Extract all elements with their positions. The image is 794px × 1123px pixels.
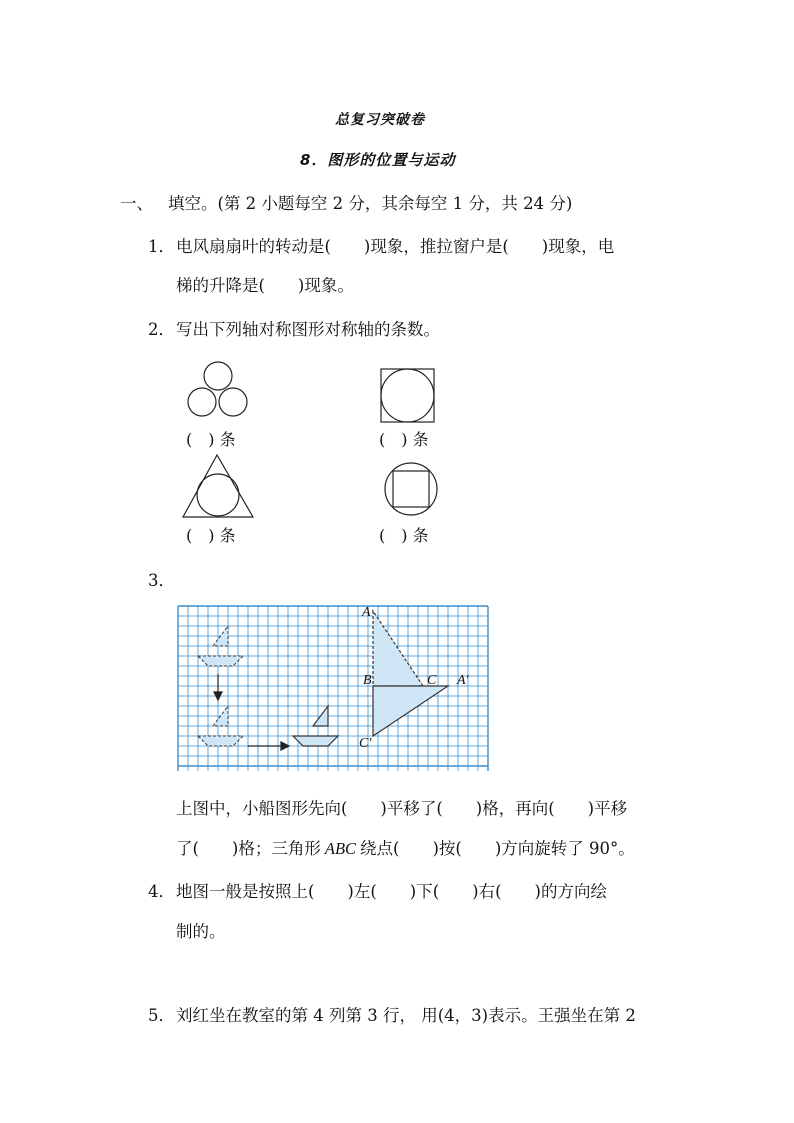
q1-line2: 梯的升降是( )现象。 xyxy=(176,276,354,295)
grid-figure xyxy=(178,606,491,772)
q3-line2-part1: 了( )格；三角形 xyxy=(176,839,321,858)
inner-circle xyxy=(381,369,434,422)
q4-line2: 制的。 xyxy=(176,922,226,941)
boat-hull xyxy=(198,736,243,746)
q1-line1: 电风扇扇叶的转动是( )现象，推拉窗户是( )现象，电 xyxy=(176,237,615,256)
boat-hull xyxy=(198,656,243,666)
q2-text: 写出下列轴对称图形对称轴的条数。 xyxy=(176,320,440,339)
right-circle xyxy=(219,388,247,416)
square-in-circle-figure xyxy=(382,460,442,520)
answer-blank[interactable]: ( ) 条 xyxy=(379,430,429,449)
point-label-c-prime: C′ xyxy=(359,736,372,751)
answer-blank[interactable]: ( ) 条 xyxy=(186,526,236,545)
point-label-b: B xyxy=(363,673,372,688)
section-heading: 填空。(第 2 小题每空 2 分，其余每空 1 分，共 24 分) xyxy=(168,194,573,213)
boat-hull xyxy=(293,736,338,746)
section-subtitle: 8．图形的位置与运动 xyxy=(300,151,456,169)
answer-blank[interactable]: ( ) 条 xyxy=(186,430,236,449)
q3-line1: 上图中，小船图形先向( )平移了( )格，再向( )平移 xyxy=(176,799,628,818)
q3-line2-part2: 绕点( )按( )方向旋转了 90°。 xyxy=(360,839,635,858)
question-number: 5． xyxy=(148,1006,175,1025)
three-circles-figure xyxy=(180,357,260,425)
question-number: 1． xyxy=(148,237,175,256)
point-label-a: A xyxy=(362,605,371,620)
question-number: 3． xyxy=(148,571,175,590)
q3-line2 xyxy=(176,835,635,859)
question-number: 4． xyxy=(148,882,175,901)
section-number: 一、 xyxy=(120,194,153,213)
page-title: 总复习突破卷 xyxy=(335,112,425,128)
left-circle xyxy=(188,388,216,416)
triangle-name: ABC xyxy=(324,839,357,858)
question-number: 2． xyxy=(148,320,175,339)
answer-blank[interactable]: ( ) 条 xyxy=(379,526,429,545)
arrow-right xyxy=(248,742,289,750)
q4-line1: 地图一般是按照上( )左( )下( )右( )的方向绘 xyxy=(176,882,607,901)
top-circle xyxy=(204,362,232,390)
circle-in-triangle-figure xyxy=(180,453,260,519)
inner-circle xyxy=(197,474,239,516)
triangle-rotated xyxy=(373,686,448,736)
inner-square xyxy=(393,471,429,507)
outer-triangle xyxy=(183,455,253,517)
q5-line1: 刘红坐在教室的第 4 列第 3 行， 用(4，3)表示。王强坐在第 2 xyxy=(176,1006,636,1025)
point-label-c: C xyxy=(427,673,437,688)
point-label-a-prime: A′ xyxy=(457,673,469,688)
circle-in-square-figure xyxy=(378,366,438,424)
